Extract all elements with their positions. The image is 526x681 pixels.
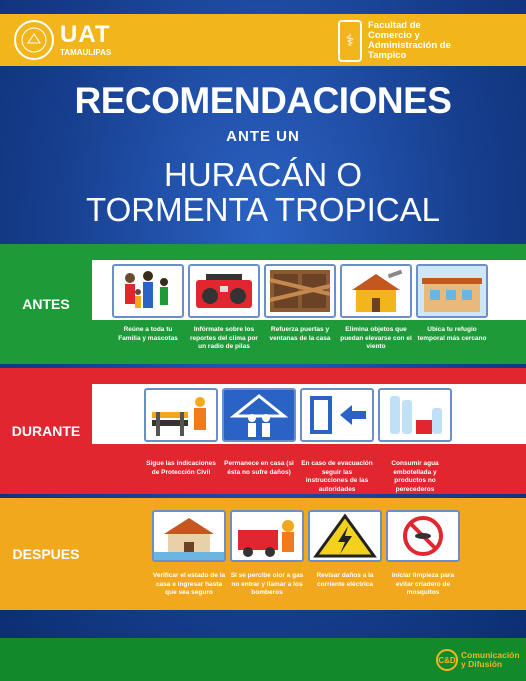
uat-seal-icon: [14, 20, 54, 60]
caption-durante-2: Permanece en casa (si ésta no sufre daños): [224, 460, 294, 476]
headline-line-2: TORMENTA TROPICAL: [86, 191, 440, 228]
main-title: RECOMENDACIONES: [74, 80, 452, 121]
comunicacion-difusion-logo: [436, 644, 524, 676]
cd-logo-line-1: Comunicación: [461, 650, 520, 660]
caption-antes-3: Refuerza puertas y ventanas de la casa: [269, 326, 331, 342]
subtitle: ANTE UN: [226, 128, 300, 145]
uat-logo: [14, 16, 124, 64]
caption-antes-4: Elimina objetos que puedan elevarse con el viento: [340, 326, 412, 350]
no-mosquito-icon: [386, 510, 460, 562]
fca-line: Tampico: [368, 50, 407, 61]
firefighter-truck-icon: [230, 510, 304, 562]
uat-name: UAT: [60, 21, 111, 48]
caption-durante-1: Sigue las indicaciones de Protección Civil: [146, 460, 216, 476]
caption-antes-1: Reúne a toda tu Familia y mascotas: [118, 326, 178, 342]
caption-despues-2: Si se percibe olor a gas no entrar y llamar a los bomberos: [230, 572, 304, 596]
caption-durante-4: Consumir agua embotellada y productos no perecederos: [391, 460, 439, 493]
fca-logo: [338, 18, 518, 64]
uat-subtitle: TAMAULIPAS: [60, 48, 112, 57]
caduceus-icon: ⚕: [338, 20, 362, 62]
section-label-antes: ANTES: [22, 296, 70, 312]
evacuation-exit-icon: [300, 388, 374, 442]
caption-durante-3: En caso de evacuación seguir las instrucciones de las autoridades: [301, 460, 373, 493]
family-icon: [112, 264, 184, 318]
caption-despues-1: Verificar el estado de la casa e ingresar hasta que sea seguro: [152, 572, 226, 596]
electric-hazard-icon: [308, 510, 382, 562]
section-label-durante: DURANTE: [11, 423, 81, 439]
section-durante: [0, 368, 526, 494]
section-antes: [0, 244, 526, 364]
boarded-window-icon: [264, 264, 336, 318]
fca-line: Administración de: [368, 40, 451, 51]
caption-antes-5: Ubica tu refugio temporal más cercano: [417, 326, 487, 342]
fca-line: Comercio y: [368, 30, 420, 41]
fca-line: Facultad de: [368, 20, 421, 31]
radio-icon: [188, 264, 260, 318]
water-food-icon: [378, 388, 452, 442]
cd-logo-line-2: y Difusión: [461, 659, 503, 669]
caption-despues-3: Revisar daños a la corriente eléctrica: [316, 572, 374, 588]
section-label-despues: DESPUES: [12, 546, 80, 562]
damaged-house-icon: [152, 510, 226, 562]
section-despues: [0, 498, 526, 610]
caption-despues-4: Iniciar limpieza para evitar criadero de mosquitos: [391, 572, 455, 596]
stay-home-icon: [222, 388, 296, 442]
house-wind-icon: [340, 264, 412, 318]
caption-antes-2: Infórmate sobre los reportes del clima por un radio de pilas: [190, 326, 258, 350]
headline-line-1: HURACÁN O: [163, 156, 363, 193]
civil-protection-icon: [144, 388, 218, 442]
shelter-building-icon: [416, 264, 488, 318]
cd-logo-icon: C&D: [436, 649, 458, 671]
